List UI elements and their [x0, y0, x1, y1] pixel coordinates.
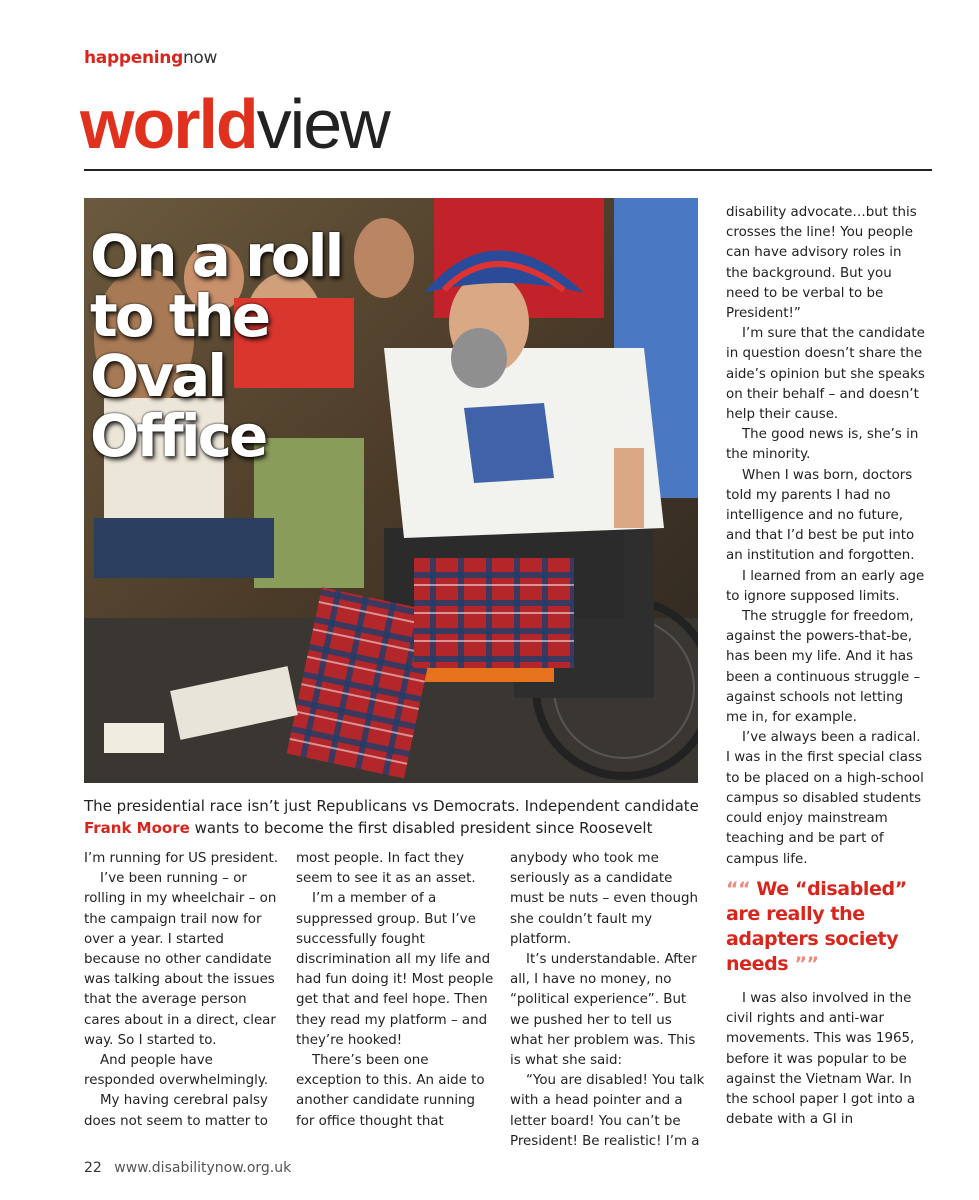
- paragraph: I’ve been running – or rolling in my wheelchair – on the campaign trail now for over a year. I started because no other candidate was talking about the issues that the average person cares about in a direct, clear way. So I started to.: [84, 871, 277, 1048]
- section-kicker: [84, 48, 217, 68]
- section-title: [80, 84, 389, 164]
- paragraph: I’ve always been a radical. I was in the first special class to be placed on a high-school campus so disabled students could enjoy mainstream teaching and be part of campus life.: [726, 730, 924, 867]
- paragraph: I was also involved in the civil rights and anti-war movements. This was 1965, before it was popular to be against the Vietnam War. In the school paper I got into a debate with a GI in: [726, 991, 916, 1128]
- body-column-2: [296, 849, 494, 1132]
- kicker-light: now: [182, 48, 218, 68]
- body-column-3: [510, 849, 705, 1152]
- title-part-world: world: [80, 85, 257, 163]
- paragraph: And people have responded overwhelmingly.: [84, 1053, 269, 1089]
- title-rule: [84, 169, 932, 171]
- pull-quote-text: We “disabled” are really the adapters society needs: [726, 878, 907, 975]
- candidate-name: Frank Moore: [84, 819, 190, 837]
- body-column-1: [84, 849, 282, 1132]
- page-number: 22: [84, 1160, 102, 1176]
- website-url: www.disabilitynow.org.uk: [114, 1160, 292, 1176]
- paragraph: disability advocate…but this crosses the line! You people can have advisory roles in the background. But you need to be verbal to be President!”: [726, 205, 917, 322]
- paragraph: It’s understandable. After all, I have no money, no “political experience”. But we pushed her to tell us what her problem was. This is what she said:: [510, 952, 697, 1069]
- paragraph: There’s been one exception to this. An aide to another candidate running for office thought that: [296, 1053, 485, 1129]
- standfirst-before: The presidential race isn’t just Republicans vs Democrats. Independent candidate: [84, 797, 699, 815]
- paragraph: I learned from an early age to ignore supposed limits.: [726, 568, 925, 604]
- standfirst: [84, 795, 704, 839]
- paragraph: I’m a member of a suppressed group. But I’ve successfully fought discrimination all my life and had fun doing it! Most people get that and feel hope. Then they read my platform – and they’re hooked!: [296, 891, 494, 1048]
- close-quote-mark: ””: [794, 953, 819, 975]
- headline-line: to the: [90, 282, 269, 350]
- paragraph: I’m sure that the candidate in question doesn’t share the aide’s opinion but she speaks on their behalf – and doesn’t help their cause.: [726, 326, 925, 423]
- body-column-4-top: [726, 203, 926, 870]
- headline: [90, 222, 342, 470]
- open-quote-mark: ““: [726, 878, 751, 900]
- paragraph: My having cerebral palsy does not seem to matter to: [84, 1093, 268, 1129]
- page-footer: [84, 1160, 291, 1176]
- paragraph: anybody who took me seriously as a candidate must be nuts – even though she couldn’t fault my platform.: [510, 851, 698, 947]
- title-part-view: view: [256, 85, 389, 163]
- headline-line: On a roll: [90, 222, 342, 290]
- pull-quote: [726, 877, 926, 977]
- body-column-4-bottom: [726, 989, 926, 1130]
- paragraph: “You are disabled! You talk with a head pointer and a letter board! You can’t be President! Be realistic! I’m a: [510, 1073, 705, 1149]
- paragraph: I’m running for US president.: [84, 851, 279, 866]
- paragraph: When I was born, doctors told my parents I had no intelligence and no future, and that I’d best be put into an institution and forgotten.: [726, 467, 915, 564]
- standfirst-after: wants to become the first disabled president since Roosevelt: [189, 819, 653, 837]
- paragraph: The struggle for freedom, against the powers-that-be, has been my life. And it has been a continuous struggle – against schools not letting me in, for example.: [726, 609, 921, 726]
- paragraph: The good news is, she’s in the minority.: [726, 427, 919, 463]
- headline-line: Office: [90, 402, 266, 470]
- paragraph: most people. In fact they seem to see it as an asset.: [296, 851, 476, 887]
- kicker-bold: happening: [84, 48, 183, 68]
- headline-line: Oval: [90, 342, 225, 410]
